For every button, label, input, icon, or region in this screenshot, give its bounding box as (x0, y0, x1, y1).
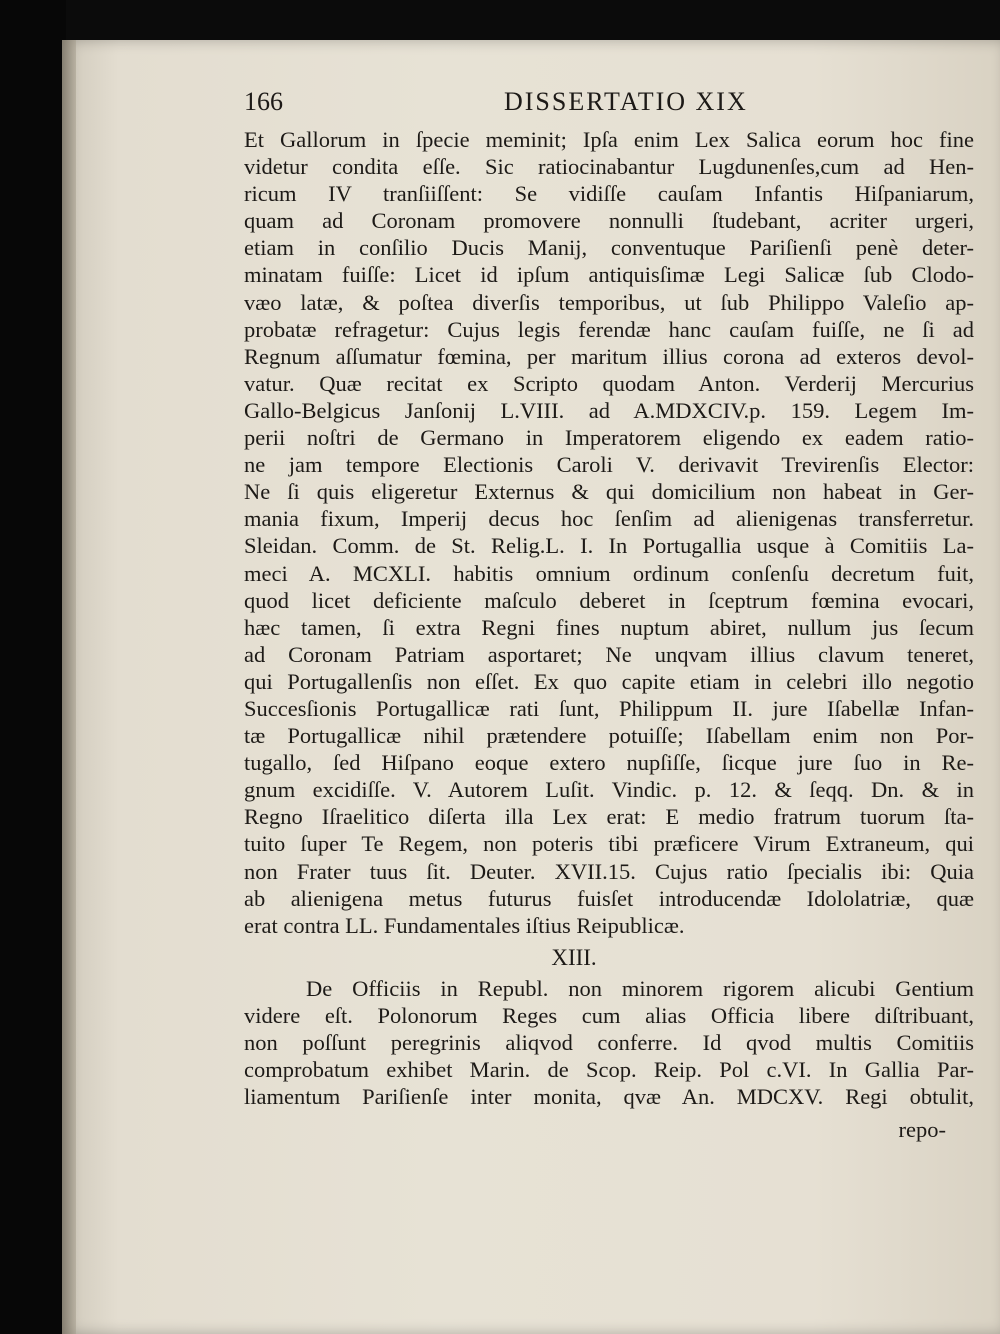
text-line: Et Gallorum in ſpecie meminit; Ipſa enim Lex Salica eorum hoc fine (244, 127, 974, 152)
text-line: Gallo-Belgicus Janſonij L.VIII. ad A.MDXCIV.p. 159. Legem Im- (244, 397, 974, 423)
catchword: repo- (898, 1117, 946, 1143)
text-line: ad Coronam Patriam asportaret; Ne unqvam illius clavum teneret, (244, 641, 974, 667)
text-line: etiam in conſilio Ducis Manij, conventuque Pariſienſi penè deter- (244, 235, 974, 261)
text-line: Regnum aſſumatur fœmina, per maritum illius corona ad exteros devol- (244, 343, 974, 369)
text-line: liamentum Pariſienſe inter monita, qvæ An. MDCXV. Regi obtulit, (244, 1084, 974, 1110)
text-line: gnum excidiſſe. V. Autorem Luſit. Vindic. p. 12. & ſeqq. Dn. & in (244, 777, 974, 803)
text-line: Succesſionis Portugallicæ rati ſunt, Philippum II. jure Iſabellæ Infan- (244, 695, 974, 721)
text-line: Regno Iſraelitico diſerta illa Lex erat: E medio fratrum tuorum ſta- (244, 804, 974, 830)
running-title: DISSERTATIO XIX (504, 87, 748, 116)
section-paragraph (244, 975, 974, 1110)
text-line: hæc tamen, ſi extra Regni fines nuptum abiret, nullum jus ſecum (244, 614, 974, 640)
text-line: perii noſtri de Germano in Imperatorem eligendo ex eadem ratio- (244, 425, 974, 451)
text-line: mania fixum, Imperij decus hoc ſenſim ad alienigenas transferretur. (244, 506, 974, 532)
text-line: videtur condita eſſe. Sic ratiocinabantur Lugdunenſes,cum ad Hen- (244, 154, 974, 180)
page-text-block (244, 88, 974, 1150)
text-line: Sleidan. Comm. de St. Relig.L. I. In Portugallia usque à Comitiis La- (244, 533, 974, 559)
text-line: Ne ſi quis eligeretur Externus & qui domicilium non habeat in Ger- (244, 479, 974, 505)
text-line: meci A. MCXLI. habitis omnium ordinum conſenſu decretum fuit, (244, 560, 974, 586)
body-paragraph (244, 126, 974, 939)
section-heading: XIII. (551, 944, 597, 970)
text-line: quod licet deficiente maſculo deberet in ſceptrum fœmina evocari, (244, 587, 974, 613)
text-line: ab alienigena metus futurus fuisſet introducendæ Idololatriæ, quæ (244, 885, 974, 911)
running-head (244, 88, 974, 126)
scan-background (0, 0, 66, 1334)
text-line: comprobatum exhibet Marin. de Scop. Reip. Pol c.VI. In Gallia Par- (244, 1057, 974, 1083)
page-number: 166 (244, 87, 283, 116)
text-line: non Frater tuus ſit. Deuter. XVII.15. Cujus ratio ſpecialis ibi: Quia (244, 858, 974, 884)
text-line: non poſſunt peregrinis aliqvod conferre. Id qvod multis Comitiis (244, 1030, 974, 1055)
text-line: De Officiis in Republ. non minorem rigorem alicubi Gentium (306, 975, 974, 1001)
text-line: videre eſt. Polonorum Reges cum alias Officia libere diſtribuant, (244, 1002, 974, 1028)
text-line: qui Portugallenſis non eſſet. Ex quo capite etiam in celebri illo negotio (244, 668, 974, 694)
text-line: vatur. Quæ recitat ex Scripto quodam Anton. Verderij Mercurius (244, 370, 974, 396)
text-line: tuito ſuper Te Regem, non poteris tibi præficere Virum Extraneum, qui (244, 831, 974, 857)
page-edge-shadow (62, 40, 76, 1334)
text-line: probatæ refragetur: Cujus legis ferendæ hanc cauſam fuiſſe, ne ſi ad (244, 316, 974, 342)
text-line: væo latæ, & poſtea diverſis temporibus, ut ſub Philippo Valeſio ap- (244, 289, 974, 315)
text-line: tæ Portugallicæ nihil prætendere potuiſſe; Iſabellam enim non Por- (244, 723, 974, 749)
text-line: quam ad Coronam promovere nonnulli ſtudebant, acriter urgeri, (244, 208, 974, 234)
text-line: erat contra LL. Fundamentales iſtius Reipublicæ. (244, 912, 685, 938)
text-line: minatam fuiſſe: Licet id ipſum antiquisſimæ Legi Salicæ ſub Clodo- (244, 262, 974, 288)
text-line: tugallo, ſed Hiſpano eoque extero nupſiſſe, ſicque jure ſuo in Re- (244, 750, 974, 776)
text-line: ne jam tempore Electionis Caroli V. derivavit Trevirenſis Elector: (244, 452, 974, 478)
text-line: ricum IV tranſiiſſent: Se vidiſſe cauſam Infantis Hiſpaniarum, (244, 181, 974, 207)
